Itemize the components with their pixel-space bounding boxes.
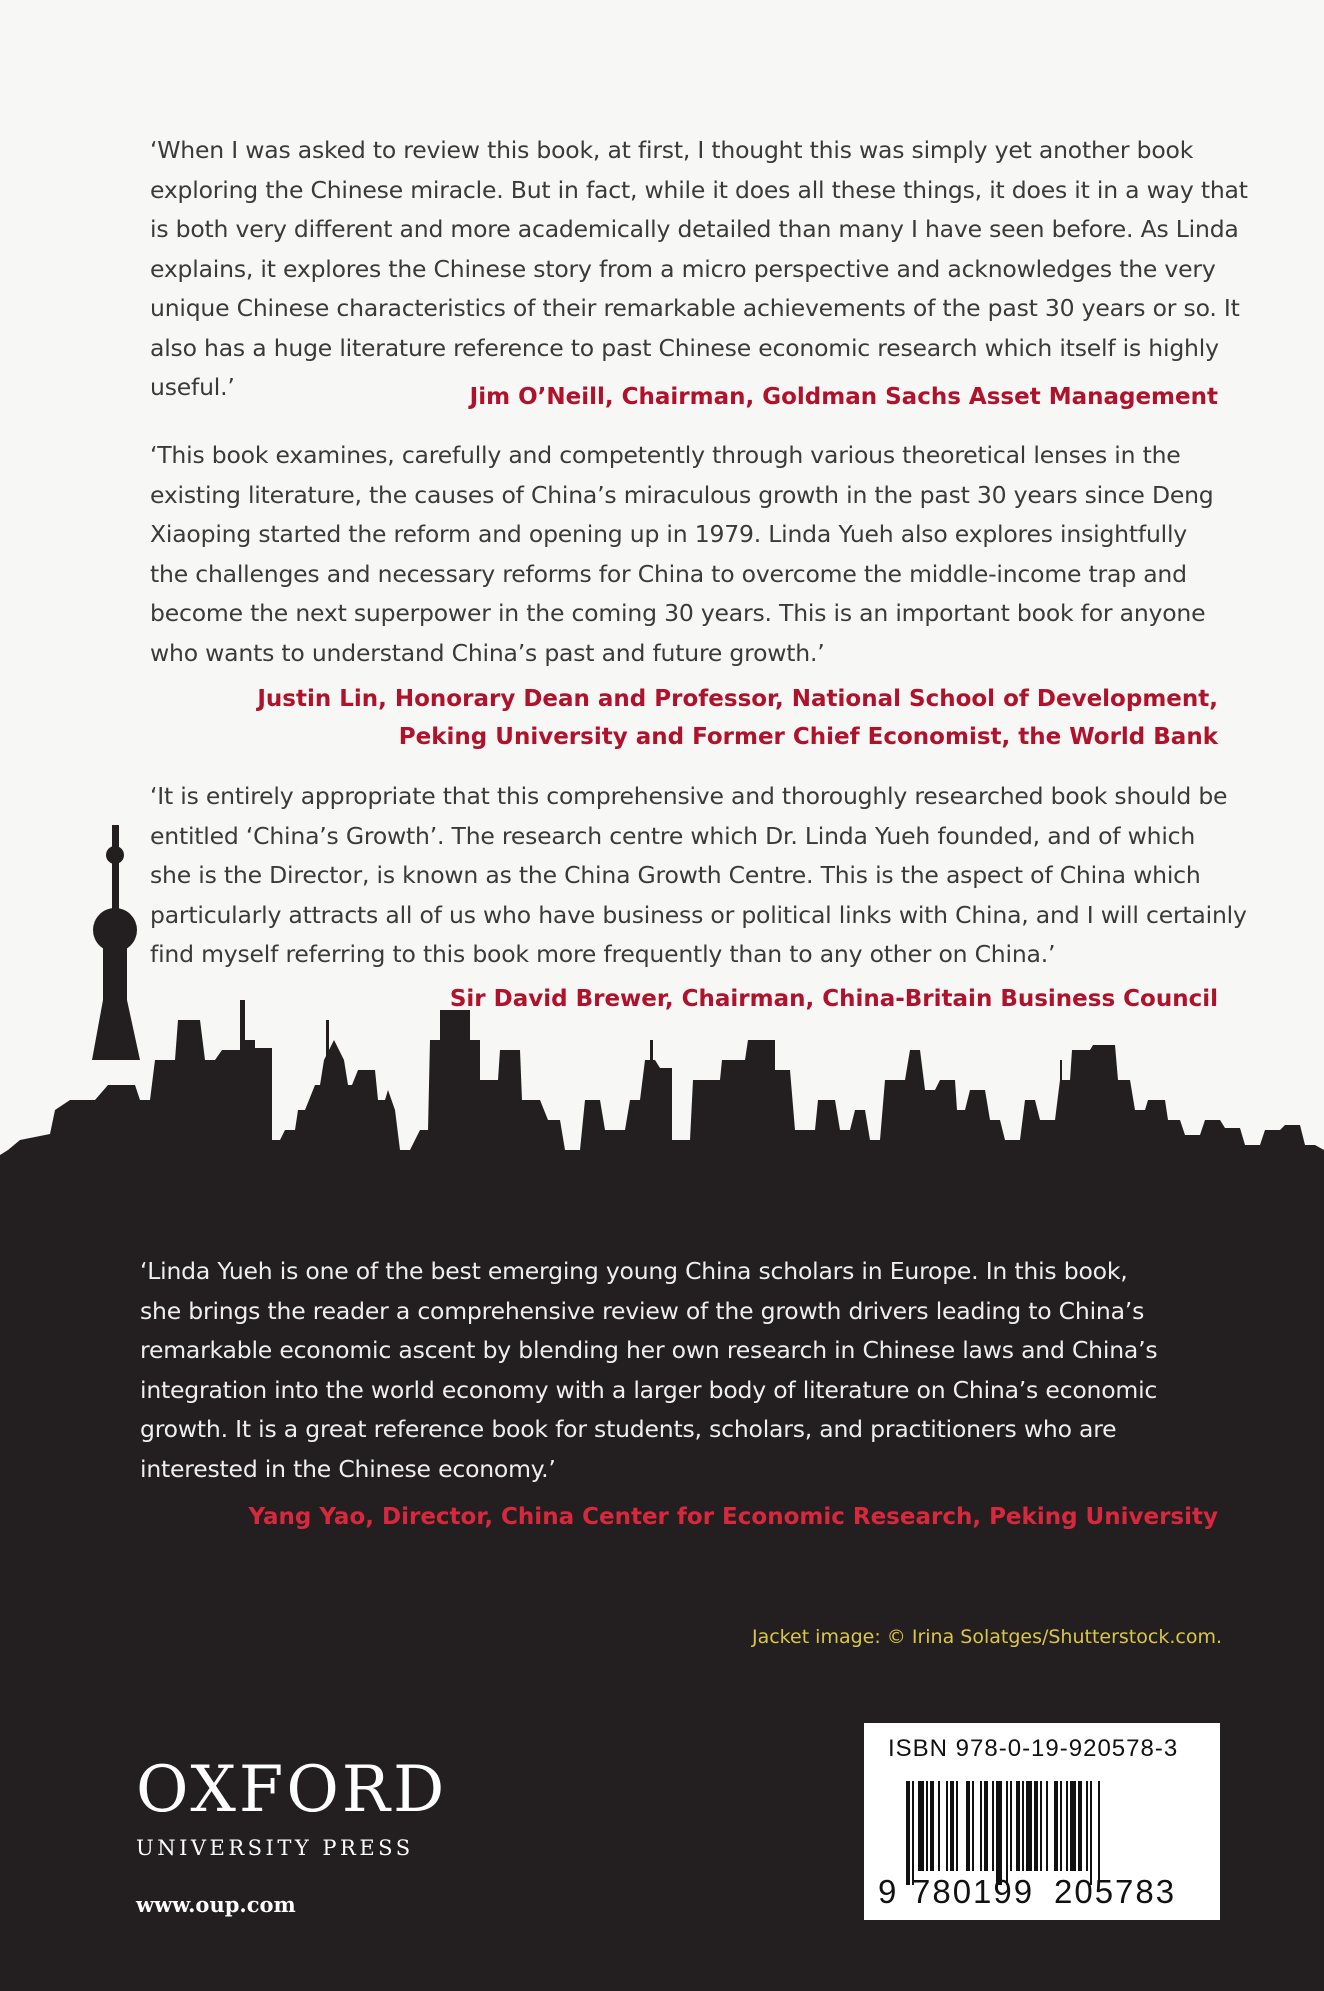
barcode-bar: [1040, 1781, 1042, 1871]
barcode-bar: [1026, 1781, 1032, 1871]
quote-line: the challenges and necessary reforms for China to overcome the middle-income trap and: [150, 559, 1187, 588]
quote-line: interested in the Chinese economy.’: [140, 1454, 556, 1483]
isbn-label: ISBN 978-0-19-920578-3: [888, 1735, 1179, 1762]
barcode-bar: [992, 1781, 994, 1871]
quote-line: who wants to understand China’s past and future growth.’: [150, 638, 825, 667]
barcode-bar: [1006, 1781, 1008, 1885]
quote-line: ‘Linda Yueh is one of the best emerging young China scholars in Europe. In this book,: [140, 1257, 1128, 1285]
quote-line: also has a huge literature reference to past Chinese economic research which itself is highly: [150, 333, 1219, 362]
review-attribution-2: [257, 680, 1218, 756]
barcode-bar: [1054, 1781, 1058, 1871]
barcode-left-digits: 780199: [912, 1873, 1035, 1910]
barcode-first-digit: 9: [878, 1873, 897, 1910]
barcode-bar: [938, 1781, 940, 1871]
barcode-bar: [984, 1781, 988, 1871]
attribution-line: Justin Lin, Honorary Dean and Professor, National School of Development,: [257, 686, 1218, 712]
barcode-bar: [906, 1781, 910, 1885]
publisher-subtitle: UNIVERSITY PRESS: [136, 1836, 414, 1860]
barcode-bar: [912, 1781, 914, 1885]
barcode-bar: [996, 1781, 1002, 1885]
isbn-barcode: [864, 1723, 1220, 1920]
barcode-bar: [1016, 1781, 1020, 1871]
quote-line: growth. It is a great reference book for students, scholars, and practitioners who are: [140, 1415, 1117, 1443]
quote-line: she is the Director, is known as the China Growth Centre. This is the aspect of China which: [150, 861, 1201, 889]
barcode-bar: [1070, 1781, 1076, 1871]
attribution-line: Sir David Brewer, Chairman, China-Britain Business Council: [449, 986, 1218, 1012]
barcode-bar: [1034, 1781, 1038, 1871]
quote-line: ‘When I was asked to review this book, at first, I thought this was simply yet another book: [150, 136, 1194, 164]
quote-line: exploring the Chinese miracle. But in fact, while it does all these things, it does it in a way that: [150, 175, 1248, 204]
jacket-image-credit: Jacket image: © Irina Solatges/Shutterstock.com.: [751, 1626, 1222, 1648]
barcode-bar: [1086, 1781, 1088, 1871]
quote-line: useful.’: [150, 373, 235, 401]
quote-line: remarkable economic ascent by blending her own research in Chinese laws and China’s: [140, 1336, 1158, 1364]
barcode-bar: [950, 1781, 954, 1871]
attribution-line: Jim O’Neill, Chairman, Goldman Sachs Asset Management: [469, 384, 1218, 410]
attribution-line: Yang Yao, Director, China Center for Economic Research, Peking University: [248, 1504, 1218, 1530]
barcode-bar: [930, 1781, 934, 1871]
quote-line: entitled ‘China’s Growth’. The research centre which Dr. Linda Yueh founded, and of which: [150, 821, 1196, 850]
publisher-name: OXFORD: [136, 1753, 448, 1827]
quote-line: find myself referring to this book more frequently than to any other on China.’: [150, 940, 1056, 968]
quote-line: ‘This book examines, carefully and competently through various theoretical lenses in the: [150, 441, 1181, 469]
review-quote-1: [150, 131, 1248, 408]
barcode-bar: [1090, 1781, 1092, 1885]
quote-line: become the next superpower in the coming 30 years. This is an important book for anyone: [150, 599, 1206, 627]
barcode-bar: [1046, 1781, 1048, 1871]
barcode-bar: [980, 1781, 982, 1871]
barcode-bar: [1010, 1781, 1012, 1871]
review-quote-2: [150, 436, 1214, 673]
barcode-bar: [1060, 1781, 1062, 1871]
barcode-bar: [966, 1781, 970, 1871]
quote-line: Xiaoping started the reform and opening up in 1979. Linda Yueh also explores insightfully: [150, 520, 1188, 548]
barcode-bar: [1098, 1781, 1100, 1885]
review-attribution-3: [450, 980, 1218, 1018]
quote-line: ‘It is entirely appropriate that this comprehensive and thoroughly researched book should be: [150, 782, 1228, 810]
barcode-bar: [956, 1781, 958, 1871]
barcode-bar: [1066, 1781, 1068, 1871]
quote-line: existing literature, the causes of China’s miraculous growth in the past 30 years since Deng: [150, 480, 1214, 509]
barcode-bar: [1078, 1781, 1082, 1871]
barcode-bar: [946, 1781, 948, 1871]
barcode-bar: [1022, 1781, 1024, 1871]
review-attribution-1: [470, 378, 1218, 416]
barcode-bar: [972, 1781, 974, 1871]
attribution-line: Peking University and Former Chief Economist, the World Bank: [398, 724, 1218, 750]
quote-line: is both very different and more academically detailed than many I have seen before. As Linda: [150, 215, 1239, 243]
quote-line: explains, it explores the Chinese story from a micro perspective and acknowledges the very: [150, 254, 1216, 283]
quote-line: unique Chinese characteristics of their remarkable achievements of the past 30 years or so. It: [150, 294, 1240, 322]
review-quote-4: [140, 1252, 1157, 1489]
review-quote-3: [150, 777, 1247, 975]
quote-line: particularly attracts all of us who have business or political links with China, and I will certainly: [150, 900, 1247, 929]
barcode-right-digits: 205783: [1054, 1873, 1177, 1910]
review-attribution-4: [248, 1498, 1218, 1536]
barcode-bar: [918, 1781, 924, 1871]
quote-line: integration into the world economy with a larger body of literature on China’s economic: [140, 1375, 1158, 1404]
quote-line: she brings the reader a comprehensive review of the growth drivers leading to China’s: [140, 1296, 1145, 1325]
oxford-university-press-logo: [136, 1753, 448, 1860]
publisher-url: www.oup.com: [136, 1892, 296, 1917]
barcode-bar: [926, 1781, 928, 1871]
